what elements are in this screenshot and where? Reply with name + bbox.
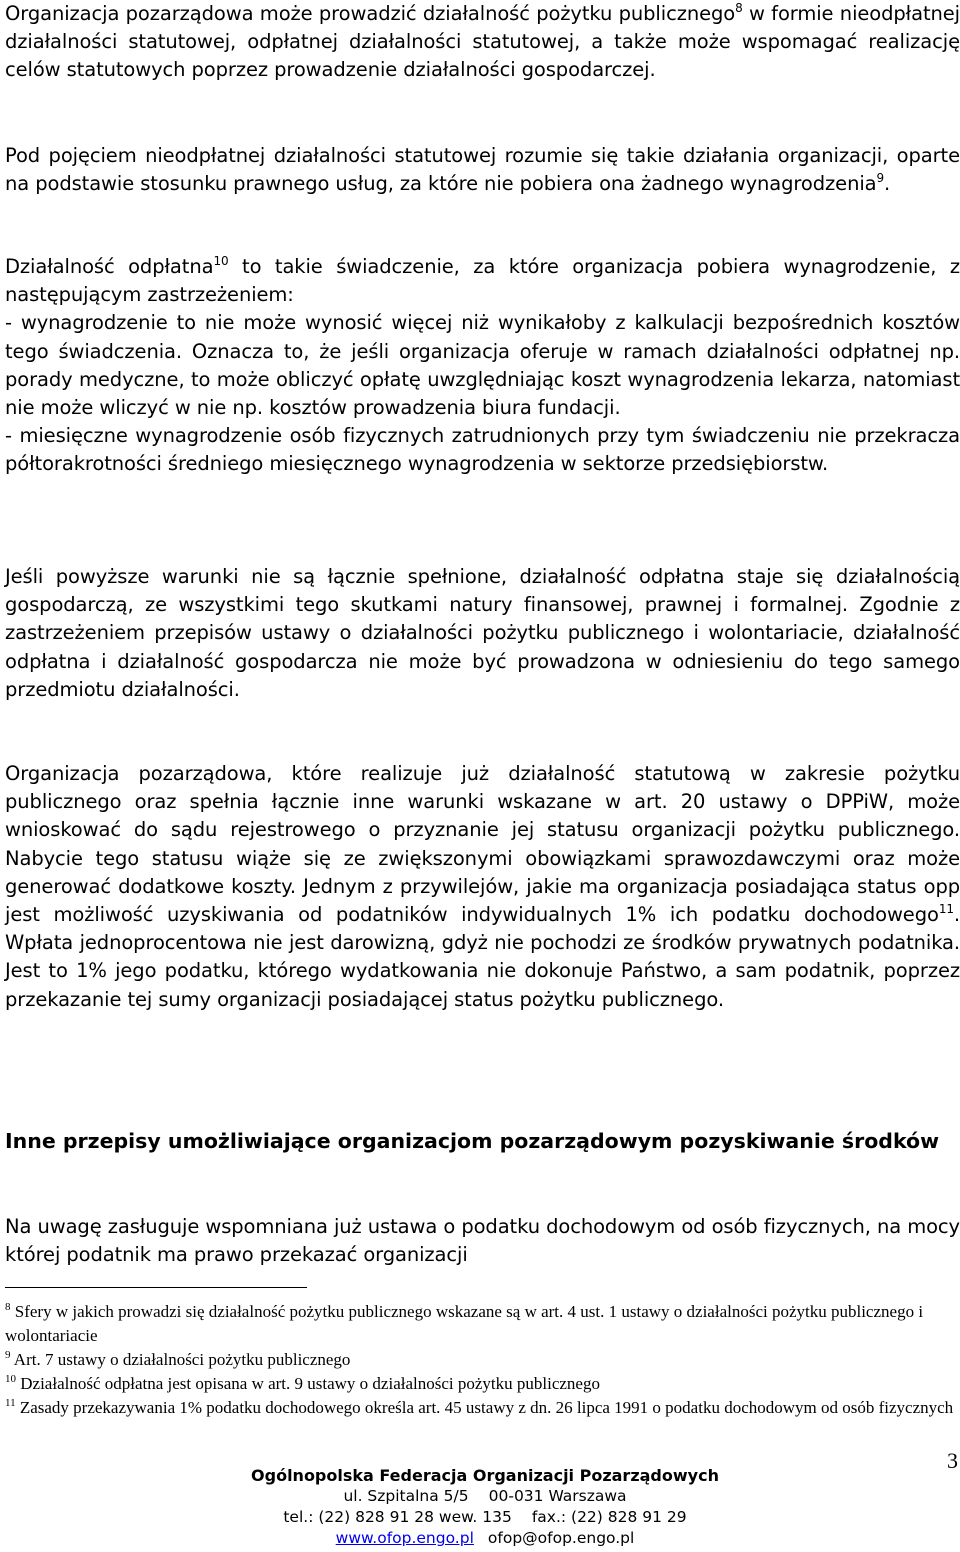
footnote-number: 11 <box>5 1397 16 1409</box>
footer-street: ul. Szpitalna 5/5 <box>343 1487 469 1505</box>
paragraph-text: Organizacja pozarządowa, które realizuje już działalność statutową w zakresie pożytku publicznego oraz spełnia łącznie inne warunki wskazane w art. 20 ustawy o DPPiW, może wnioskować do sądu rejestrowego o przyznanie jej statusu organizacji pożytku publicznego. Nabycie tego statusu wiąże się ze zwiększonymi obowiązkami sprawozdawczymi oraz może generować dodatkowe koszty. Jednym z przywilejów, jakie ma organizacja posiadająca status opp jest możliwość uzyskiwania od podatników indywidualnych 1% ich podatku dochodowego <box>5 762 960 927</box>
footnote-9 <box>5 1348 960 1372</box>
footnote-ref-8[interactable]: 8 <box>735 1 743 15</box>
paragraph-opp-status <box>5 760 960 1014</box>
footnote-text: Zasady przekazywania 1% podatku dochodowego określa art. 45 ustawy z dn. 26 lipca 1991 o podatku dochodowym od osób fizycznych <box>15 1398 954 1417</box>
footnote-ref-9[interactable]: 9 <box>876 171 885 186</box>
paragraph-bullet-1: - wynagrodzenie to nie może wynosić więcej niż wynikałoby z kalkulacji bezpośrednich kosztów tego świadczenia. Oznacza to, że jeśli organizacja oferuje w ramach działalności odpłatnej np. porady medyczne, to może obliczyć opłatę uwzględniając koszt wynagrodzenia lekarza, natomiast nie może wliczyć w nie np. kosztów prowadzenia biura fundacji. <box>5 311 960 420</box>
paragraph-opp-activity <box>5 0 960 85</box>
footnote-ref-11[interactable]: 11 <box>938 902 954 917</box>
page-footer <box>0 1465 960 1549</box>
footnote-ref-10[interactable]: 10 <box>213 254 229 268</box>
footer-contact <box>0 1507 960 1528</box>
page-number: 3 <box>947 1448 958 1473</box>
footnote-8 <box>5 1300 960 1348</box>
footer-email[interactable]: ofop@ofop.engo.pl <box>487 1529 635 1547</box>
footnote-number: 10 <box>5 1373 16 1385</box>
paragraph-text: Pod pojęciem nieodpłatnej działalności statutowej rozumie się takie działania organizacji, oparte na podstawie stosunku prawnego usług, za które nie pobiera ona żadnego wynagrodzenia <box>5 144 960 196</box>
footnotes <box>5 1300 960 1420</box>
footer-address <box>0 1486 960 1507</box>
paragraph-text: w formie nieodpłatnej działalności statutowej, odpłatnej działalności statutowej, a także może wspomagać realizację celów statutowych poprzez prowadzenie działalności gospodarczej. <box>5 2 960 82</box>
footnote-10 <box>5 1372 960 1396</box>
footnote-text: Art. 7 ustawy o działalności pożytku publicznego <box>10 1350 351 1369</box>
paragraph-bullet-2: - miesięczne wynagrodzenie osób fizycznych zatrudnionych przy tym świadczeniu nie przekracza półtorakrotności średniego miesięcznego wynagrodzenia w sektorze przedsiębiorstw. <box>5 424 960 476</box>
footnote-text: Działalność odpłatna jest opisana w art. 9 ustawy o działalności pożytku publicznego <box>16 1374 600 1393</box>
section-heading: Inne przepisy umożliwiające organizacjom pozarządowym pozyskiwanie środków <box>5 1129 940 1153</box>
footer-phone: tel.: (22) 828 91 28 wew. 135 <box>283 1508 512 1526</box>
footnote-11 <box>5 1396 960 1420</box>
paragraph-text: Działalność odpłatna <box>5 255 214 278</box>
footer-org-name: Ogólnopolska Federacja Organizacji Pozarządowych <box>251 1466 719 1485</box>
footer-postal: 00-031 Warszawa <box>488 1487 627 1505</box>
footnote-divider <box>5 1287 307 1288</box>
footnote-number: 9 <box>5 1349 11 1361</box>
paragraph-text: Organizacja pozarządowa może prowadzić działalność pożytku publicznego <box>5 2 736 25</box>
paragraph-line <box>5 253 960 309</box>
paragraph-text: . Wpłata jednoprocentowa nie jest darowizną, gdyż nie pochodzi ze środków prywatnych podatnika. Jest to 1% jego podatku, którego wydatkowania nie dokonuje Państwo, a sam podatnik, poprzez przekazanie tej sumy organizacji posiadającej status pożytku publicznego. <box>5 903 960 1011</box>
paragraph-paid-activity <box>5 253 960 479</box>
footnote-number: 8 <box>5 1301 11 1313</box>
paragraph-text: . <box>884 172 891 196</box>
footer-website-link[interactable]: www.ofop.engo.pl <box>335 1529 474 1547</box>
footer-fax: fax.: (22) 828 91 29 <box>531 1508 687 1526</box>
paragraph-conditions: Jeśli powyższe warunki nie są łącznie spełnione, działalność odpłatna staje się działalnością gospodarczą, ze wszystkimi tego skutkami natury finansowej, prawnej i formalnej. Zgodnie z zastrzeżeniem przepisów ustawy o działalności pożytku publicznego i wolontariacie, działalność odpłatna i działalność gospodarcza nie może być prowadzona w odniesieniu do tego samego przedmiotu działalności. <box>5 565 960 701</box>
paragraph-income-tax: Na uwagę zasługuje wspomniana już ustawa o podatku dochodowym od osób fizycznych, na mocy której podatnik ma prawo przekazać organizacji <box>5 1215 960 1267</box>
footnote-text: Sfery w jakich prowadzi się działalność pożytku publicznego wskazane są w art. 4 ust. 1 ustawy o działalności pożytku publicznego i wolontariacie <box>5 1302 924 1345</box>
footer-links <box>0 1528 960 1549</box>
paragraph-text: to takie świadczenie, za które organizacja pobiera wynagrodzenie, z następującym zastrzeżeniem: <box>5 255 960 307</box>
paragraph-unpaid-activity <box>5 142 960 198</box>
